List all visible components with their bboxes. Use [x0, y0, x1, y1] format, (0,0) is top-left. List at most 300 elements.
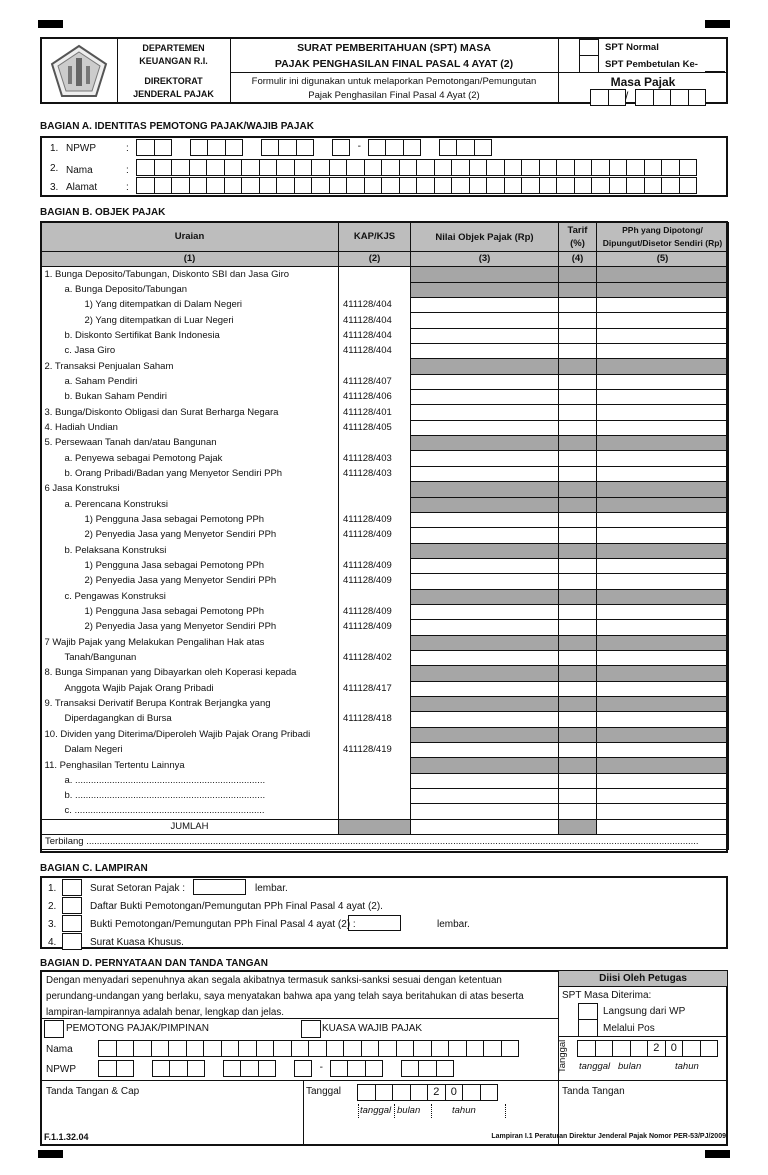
pemotong-checkbox[interactable] [44, 1020, 64, 1038]
npwp-number: 1. [50, 143, 59, 154]
nilai-objek-cell[interactable] [411, 650, 559, 665]
char-box[interactable] [480, 1084, 499, 1101]
char-box[interactable] [574, 159, 593, 176]
char-box[interactable] [626, 177, 645, 194]
nilai-objek-cell[interactable] [411, 374, 559, 389]
char-box[interactable] [206, 159, 225, 176]
char-box[interactable] [381, 177, 400, 194]
tarif-cell[interactable] [559, 512, 597, 527]
pph-cell[interactable] [597, 789, 729, 804]
nilai-objek-cell[interactable] [411, 773, 559, 788]
kap-cell [339, 359, 411, 374]
char-box[interactable] [644, 177, 663, 194]
char-box[interactable] [556, 159, 575, 176]
nilai-objek-cell[interactable] [411, 466, 559, 481]
column-number: (5) [597, 252, 729, 267]
alamat-input-boxes[interactable] [137, 177, 697, 194]
char-box[interactable]: 2 [427, 1084, 446, 1101]
table-row [41, 405, 729, 420]
char-box[interactable] [154, 177, 173, 194]
char-box[interactable] [469, 177, 488, 194]
terbilang-field[interactable]: Terbilang ........................................................................................................................................................................................................................................ [41, 835, 729, 850]
char-box[interactable] [357, 1084, 376, 1101]
char-box[interactable] [434, 159, 453, 176]
tarif-cell[interactable] [559, 620, 597, 635]
char-box[interactable] [661, 177, 680, 194]
char-box[interactable] [653, 89, 672, 106]
char-box[interactable] [276, 159, 295, 176]
char-box[interactable] [326, 1040, 345, 1057]
pembetulan-number-field[interactable] [705, 71, 725, 72]
char-box[interactable] [577, 1040, 596, 1057]
char-box[interactable] [403, 139, 422, 156]
char-box[interactable] [259, 159, 278, 176]
char-box[interactable] [609, 159, 628, 176]
char-box[interactable] [410, 1084, 429, 1101]
tarif-cell[interactable] [559, 604, 597, 619]
char-box[interactable] [413, 1040, 432, 1057]
pph-cell[interactable] [597, 420, 729, 435]
table-row [41, 558, 729, 573]
char-box[interactable] [448, 1040, 467, 1057]
diterima-label: SPT Masa Diterima: [562, 990, 652, 1001]
nilai-objek-cell [411, 635, 559, 650]
kap-cell [339, 727, 411, 742]
nilai-objek-cell[interactable] [411, 313, 559, 328]
char-box[interactable] [308, 1040, 327, 1057]
tarif-cell[interactable] [559, 420, 597, 435]
pph-cell[interactable] [597, 620, 729, 635]
char-box[interactable] [238, 1040, 257, 1057]
tarif-cell [559, 359, 597, 374]
nilai-objek-cell[interactable] [411, 804, 559, 819]
kap-cell: 411128/404 [339, 328, 411, 343]
char-box[interactable] [539, 159, 558, 176]
lembar-count-field[interactable] [348, 915, 401, 931]
nilai-objek-cell[interactable] [411, 528, 559, 543]
pph-cell[interactable] [597, 451, 729, 466]
pos-checkbox[interactable] [578, 1019, 598, 1037]
char-box[interactable] [168, 1040, 187, 1057]
char-box[interactable] [206, 177, 225, 194]
jumlah-pph-cell[interactable] [597, 819, 729, 834]
pph-cell[interactable] [597, 374, 729, 389]
kap-cell [339, 789, 411, 804]
char-box[interactable] [590, 89, 609, 106]
pph-cell [597, 635, 729, 650]
char-box[interactable] [273, 1040, 292, 1057]
table-row [41, 436, 729, 451]
pph-cell[interactable] [597, 712, 729, 727]
char-box[interactable] [311, 159, 330, 176]
uraian-cell: c. Pengawas Konstruksi [41, 589, 339, 604]
pph-cell[interactable] [597, 405, 729, 420]
tarif-cell[interactable] [559, 405, 597, 420]
lampiran-checkbox[interactable] [62, 897, 82, 914]
char-box[interactable] [343, 1040, 362, 1057]
char-box[interactable] [626, 159, 645, 176]
char-box[interactable] [462, 1084, 481, 1101]
lampiran-number: 4. [48, 937, 57, 948]
char-box[interactable] [682, 1040, 701, 1057]
char-box[interactable] [612, 1040, 631, 1057]
char-box[interactable] [591, 177, 610, 194]
char-box[interactable] [416, 177, 435, 194]
char-box[interactable] [368, 139, 387, 156]
char-box[interactable] [329, 177, 348, 194]
tarif-cell [559, 666, 597, 681]
nilai-objek-cell[interactable] [411, 405, 559, 420]
tarif-cell[interactable] [559, 451, 597, 466]
char-box[interactable] [504, 159, 523, 176]
nilai-objek-cell[interactable] [411, 512, 559, 527]
tarif-cell [559, 497, 597, 512]
char-box[interactable] [688, 89, 707, 106]
table-row [41, 635, 729, 650]
char-box[interactable] [207, 139, 226, 156]
petugas-date-boxes[interactable] [578, 1040, 718, 1057]
char-box[interactable] [116, 1060, 135, 1077]
kap-cell: 411128/403 [339, 466, 411, 481]
char-box[interactable] [644, 159, 663, 176]
nilai-objek-cell[interactable] [411, 574, 559, 589]
table-row [41, 789, 729, 804]
pph-cell[interactable] [597, 558, 729, 573]
char-box[interactable] [294, 159, 313, 176]
tarif-cell[interactable] [559, 374, 597, 389]
char-box[interactable]: 0 [445, 1084, 464, 1101]
table-row [41, 374, 729, 389]
pph-cell[interactable] [597, 328, 729, 343]
tarif-cell[interactable] [559, 681, 597, 696]
column-header-uraian: Uraian [41, 223, 339, 252]
char-box[interactable] [399, 177, 418, 194]
colon: : [126, 165, 129, 176]
tarif-cell[interactable] [559, 298, 597, 313]
char-box[interactable] [133, 1040, 152, 1057]
char-box[interactable] [630, 1040, 649, 1057]
tarif-cell [559, 482, 597, 497]
statement-text: perundang-undangan yang berlaku, saya menyatakan bahwa apa yang telah saya beritahukan di atas beserta [46, 991, 524, 1002]
lampiran-number: 2. [48, 901, 57, 912]
kap-cell: 411128/419 [339, 743, 411, 758]
tarif-cell [559, 727, 597, 742]
char-box[interactable] [276, 177, 295, 194]
masa-pajak-month-boxes[interactable] [591, 89, 629, 106]
kap-cell: 411128/409 [339, 558, 411, 573]
char-box[interactable] [609, 177, 628, 194]
char-box[interactable] [521, 159, 540, 176]
pph-cell [597, 436, 729, 451]
char-box[interactable] [679, 177, 698, 194]
statement-text: lampiran-lampirannya adalah benar, lengkap dan jelas. [46, 1007, 285, 1018]
pph-cell[interactable] [597, 528, 729, 543]
npwp-input-boxes[interactable] [137, 139, 492, 156]
pph-cell[interactable] [597, 298, 729, 313]
char-box[interactable] [332, 139, 351, 156]
section-c-title: BAGIAN C. LAMPIRAN [40, 863, 148, 874]
nilai-objek-cell[interactable] [411, 390, 559, 405]
tarif-cell[interactable] [559, 712, 597, 727]
langsung-label: Langsung dari WP [603, 1006, 686, 1017]
char-box[interactable] [474, 139, 493, 156]
char-box[interactable] [259, 177, 278, 194]
pph-cell[interactable] [597, 344, 729, 359]
signer-nama-boxes[interactable] [99, 1040, 519, 1057]
char-box[interactable] [439, 139, 458, 156]
char-box[interactable] [608, 89, 627, 106]
tarif-cell[interactable] [559, 328, 597, 343]
char-box[interactable] [431, 1040, 450, 1057]
nilai-objek-cell[interactable] [411, 681, 559, 696]
char-box[interactable] [261, 139, 280, 156]
pph-cell [597, 482, 729, 497]
pph-cell[interactable] [597, 574, 729, 589]
char-box[interactable] [418, 1060, 437, 1077]
char-box[interactable] [401, 1060, 420, 1077]
char-box[interactable] [381, 159, 400, 176]
nilai-objek-cell[interactable] [411, 558, 559, 573]
tarif-cell[interactable] [559, 313, 597, 328]
char-box[interactable] [679, 159, 698, 176]
char-box[interactable] [375, 1084, 394, 1101]
char-box[interactable] [434, 177, 453, 194]
signature-date-boxes[interactable] [358, 1084, 498, 1101]
column-number: (4) [559, 252, 597, 267]
kuasa-checkbox[interactable] [301, 1020, 321, 1038]
char-box[interactable] [635, 89, 654, 106]
char-box[interactable] [154, 139, 173, 156]
masa-pajak-label: Masa Pajak [610, 75, 676, 89]
pph-cell[interactable] [597, 681, 729, 696]
char-box[interactable] [98, 1060, 117, 1077]
pph-cell[interactable] [597, 743, 729, 758]
kap-cell [339, 666, 411, 681]
char-box[interactable] [364, 177, 383, 194]
tanggal-label: Tanggal [306, 1086, 342, 1097]
char-box[interactable] [365, 1060, 384, 1077]
signature-stamp-label: Tanda Tangan & Cap [46, 1086, 140, 1097]
signer-npwp-boxes[interactable] [99, 1060, 454, 1077]
char-box[interactable] [483, 1040, 502, 1057]
char-box[interactable] [329, 159, 348, 176]
lembar-label: lembar. [255, 883, 288, 894]
date-label-bulan: bulan [397, 1105, 421, 1116]
table-row [41, 804, 729, 819]
char-box[interactable] [451, 159, 470, 176]
char-box[interactable] [223, 1060, 242, 1077]
date-label-tahun: tahun [675, 1061, 699, 1072]
char-box[interactable] [347, 1060, 366, 1077]
table-row [41, 543, 729, 558]
char-box[interactable] [504, 177, 523, 194]
char-box[interactable] [98, 1040, 117, 1057]
char-box[interactable] [700, 1040, 719, 1057]
char-box[interactable] [486, 159, 505, 176]
nilai-objek-cell[interactable] [411, 712, 559, 727]
char-box[interactable] [221, 1040, 240, 1057]
table-row [41, 359, 729, 374]
char-box[interactable] [152, 1060, 171, 1077]
char-box[interactable] [256, 1040, 275, 1057]
char-box[interactable] [396, 1040, 415, 1057]
tarif-cell[interactable] [559, 804, 597, 819]
column-number-row [41, 252, 729, 267]
char-box[interactable] [258, 1060, 277, 1077]
char-box[interactable] [451, 177, 470, 194]
lembar-count-field[interactable] [193, 879, 246, 895]
uraian-cell: b. Bukan Saham Pendiri [41, 390, 339, 405]
tarif-cell[interactable] [559, 558, 597, 573]
char-box[interactable] [456, 139, 475, 156]
char-box[interactable] [294, 177, 313, 194]
terbilang-row [41, 835, 729, 850]
kap-cell [339, 543, 411, 558]
pph-cell[interactable] [597, 466, 729, 481]
table-row [41, 696, 729, 711]
tarif-cell[interactable] [559, 466, 597, 481]
tarif-cell[interactable] [559, 574, 597, 589]
char-box[interactable] [556, 177, 575, 194]
pph-cell [597, 696, 729, 711]
pph-cell [597, 497, 729, 512]
nilai-objek-cell[interactable] [411, 604, 559, 619]
tarif-cell[interactable] [559, 773, 597, 788]
char-box[interactable]: 0 [665, 1040, 684, 1057]
column-number: (1) [41, 252, 339, 267]
char-box[interactable] [486, 177, 505, 194]
char-box[interactable] [171, 159, 190, 176]
char-box[interactable] [670, 89, 689, 106]
kap-cell: 411128/409 [339, 620, 411, 635]
char-box[interactable] [116, 1040, 135, 1057]
char-box[interactable] [539, 177, 558, 194]
nilai-objek-cell[interactable] [411, 344, 559, 359]
char-box[interactable] [346, 159, 365, 176]
section-b-title: BAGIAN B. OBJEK PAJAK [40, 207, 166, 218]
tarif-cell[interactable] [559, 650, 597, 665]
char-box[interactable] [291, 1040, 310, 1057]
pph-cell[interactable] [597, 650, 729, 665]
uraian-cell: b. Pelaksana Konstruksi [41, 543, 339, 558]
char-box[interactable] [294, 1060, 313, 1077]
char-box[interactable] [241, 159, 260, 176]
char-box[interactable] [311, 177, 330, 194]
lampiran-checkbox[interactable] [62, 915, 82, 932]
tarif-cell[interactable] [559, 344, 597, 359]
registration-mark [705, 20, 730, 28]
pph-cell[interactable] [597, 313, 729, 328]
char-box[interactable] [466, 1040, 485, 1057]
char-box[interactable] [385, 139, 404, 156]
table-row [41, 589, 729, 604]
char-box[interactable] [186, 1040, 205, 1057]
char-box[interactable] [171, 177, 190, 194]
char-box[interactable] [521, 177, 540, 194]
lampiran-checkbox[interactable] [62, 933, 82, 950]
pph-cell[interactable] [597, 773, 729, 788]
nama-input-boxes[interactable] [137, 159, 697, 176]
npwp-dash: - [319, 1062, 323, 1073]
char-box[interactable] [240, 1060, 259, 1077]
pph-cell[interactable] [597, 512, 729, 527]
tarif-cell[interactable] [559, 390, 597, 405]
nilai-objek-cell[interactable] [411, 328, 559, 343]
directorate-name: DIREKTORAT [144, 76, 203, 86]
char-box[interactable] [224, 159, 243, 176]
char-box[interactable] [501, 1040, 520, 1057]
pph-cell [597, 359, 729, 374]
char-box[interactable] [190, 139, 209, 156]
pph-cell[interactable] [597, 804, 729, 819]
char-box[interactable] [661, 159, 680, 176]
uraian-cell: 2) Penyedia Jasa yang Menyetor Sendiri PPh [41, 620, 339, 635]
char-box[interactable] [392, 1084, 411, 1101]
nilai-objek-cell[interactable] [411, 620, 559, 635]
char-box[interactable] [436, 1060, 455, 1077]
jumlah-nilai-cell[interactable] [411, 819, 559, 834]
char-box[interactable] [189, 159, 208, 176]
char-box[interactable] [169, 1060, 188, 1077]
nilai-objek-cell[interactable] [411, 789, 559, 804]
masa-pajak-year-boxes[interactable] [636, 89, 706, 106]
table-row [41, 681, 729, 696]
tarif-cell [559, 436, 597, 451]
char-box[interactable] [187, 1060, 206, 1077]
form-title: SURAT PEMBERITAHUAN (SPT) MASA [297, 42, 491, 54]
char-box[interactable] [399, 159, 418, 176]
char-box[interactable] [154, 159, 173, 176]
lampiran-checkbox[interactable] [62, 879, 82, 896]
char-box[interactable] [330, 1060, 349, 1077]
char-box[interactable] [136, 177, 155, 194]
char-box[interactable] [361, 1040, 380, 1057]
char-box[interactable] [416, 159, 435, 176]
char-box[interactable] [296, 139, 315, 156]
spt-pembetulan-checkbox[interactable] [579, 55, 599, 73]
nilai-objek-cell[interactable] [411, 298, 559, 313]
char-box[interactable] [225, 139, 244, 156]
pph-cell[interactable] [597, 604, 729, 619]
tarif-cell[interactable] [559, 528, 597, 543]
char-box[interactable] [574, 177, 593, 194]
tarif-cell[interactable] [559, 743, 597, 758]
kap-cell: 411128/401 [339, 405, 411, 420]
ministry-logo-icon [50, 44, 108, 98]
char-box[interactable] [224, 177, 243, 194]
char-box[interactable] [136, 159, 155, 176]
char-box[interactable] [241, 177, 260, 194]
nilai-objek-cell[interactable] [411, 420, 559, 435]
char-box[interactable] [203, 1040, 222, 1057]
char-box[interactable] [378, 1040, 397, 1057]
nilai-objek-cell[interactable] [411, 743, 559, 758]
char-box[interactable] [469, 159, 488, 176]
nilai-objek-cell[interactable] [411, 451, 559, 466]
pph-cell[interactable] [597, 390, 729, 405]
tarif-cell[interactable] [559, 789, 597, 804]
char-box[interactable] [591, 159, 610, 176]
char-box[interactable] [364, 159, 383, 176]
char-box[interactable] [278, 139, 297, 156]
char-box[interactable]: 2 [647, 1040, 666, 1057]
char-box[interactable] [346, 177, 365, 194]
char-box[interactable] [136, 139, 155, 156]
char-box[interactable] [595, 1040, 614, 1057]
kuasa-label: KUASA WAJIB PAJAK [322, 1023, 423, 1034]
char-box[interactable] [151, 1040, 170, 1057]
char-box[interactable] [189, 177, 208, 194]
